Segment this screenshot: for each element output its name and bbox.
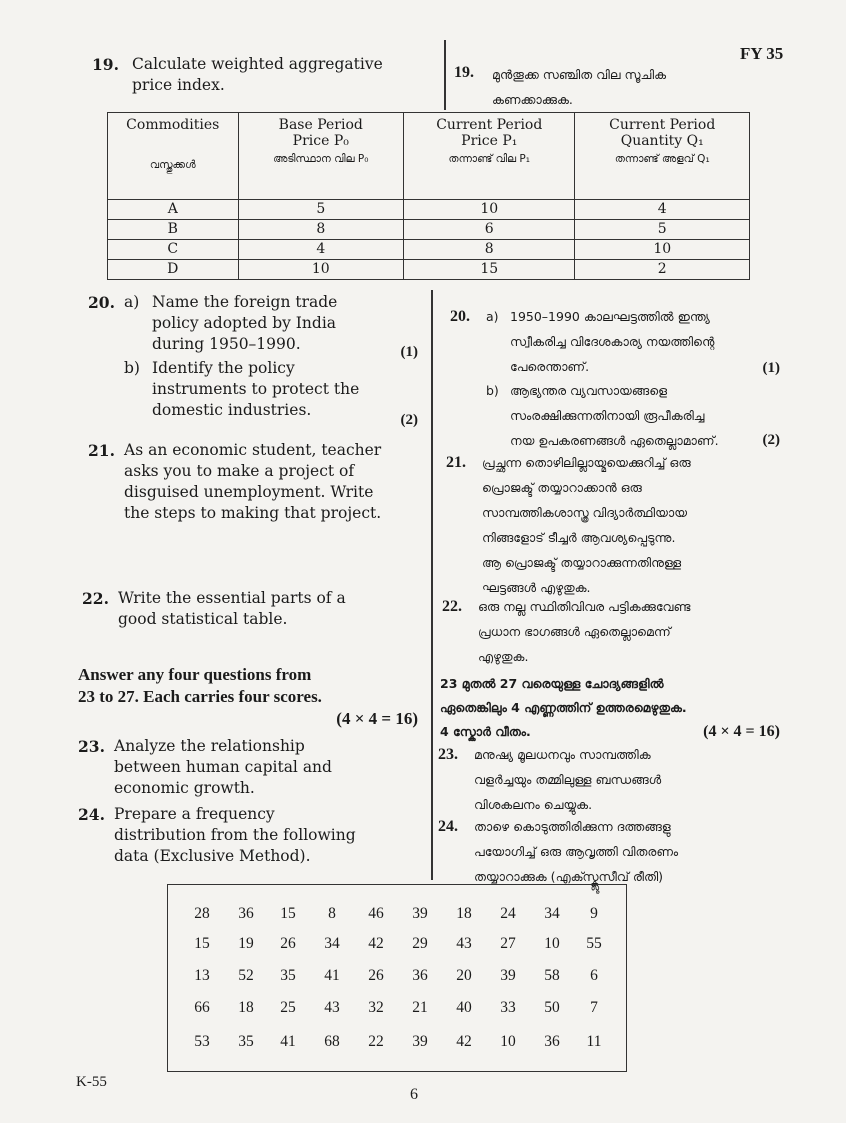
data-value: 15	[280, 905, 296, 922]
data-value: 10	[500, 1033, 516, 1050]
q20b-line: domestic industries.	[152, 401, 312, 419]
data-value: 50	[544, 999, 560, 1016]
q22-line: good statistical table.	[118, 610, 288, 628]
q23-ml-line: വിശകലനം ചെയ്യുക.	[474, 797, 593, 812]
q19-number: 19.	[92, 55, 119, 74]
frequency-data-box	[167, 884, 627, 1072]
q20-ml-number: 20.	[450, 308, 470, 325]
q24-ml-line: തയ്യാറാക്കുക (എക്സ്ക്ലൂസീവ് രീതി)	[474, 869, 664, 884]
table-cell: 2	[575, 260, 750, 280]
table-row	[108, 240, 750, 260]
q22-ml-line: ഒരു നല്ല സ്ഥിതിവിവര പട്ടികക്കുവേണ്ട	[478, 599, 691, 614]
q20b-line: instruments to protect the	[152, 380, 360, 398]
q21-ml-line: ഘട്ടങ്ങൾ എഴുതുക.	[482, 580, 591, 595]
table-row	[108, 220, 750, 240]
q24-ml-line: താഴെ കൊടുത്തിരിക്കുന്ന ദത്തങ്ങളു	[474, 819, 671, 834]
q20a-label: a)	[124, 293, 140, 311]
data-value: 26	[368, 967, 384, 984]
data-row	[168, 935, 626, 965]
data-value: 39	[412, 1033, 428, 1050]
data-value: 28	[194, 905, 210, 922]
data-value: 20	[456, 967, 472, 984]
section-ml-marks: (4 × 4 = 16)	[703, 723, 780, 740]
q21-line: disguised unemployment. Write	[124, 483, 374, 501]
data-value: 35	[280, 967, 296, 984]
data-value: 36	[544, 1033, 560, 1050]
q24-line: data (Exclusive Method).	[114, 847, 311, 865]
data-value: 39	[412, 905, 428, 922]
section-ml-line: ഏതെങ്കിലും 4 എണ്ണത്തിന് ഉത്തരമെഴുതുക.	[440, 700, 687, 715]
q20a-line: Name the foreign trade	[152, 293, 338, 311]
section-line: Answer any four questions from	[78, 665, 312, 684]
data-value: 42	[368, 935, 384, 952]
data-row	[168, 967, 626, 997]
q23-ml-line: വളർച്ചയും തമ്മിലുള്ള ബന്ധങ്ങൾ	[474, 772, 662, 787]
q21-line: the steps to making that project.	[124, 504, 382, 522]
table-row	[108, 200, 750, 220]
table-cell: D	[108, 260, 239, 280]
q20a-ml-line: 1950–1990 കാലഘട്ടത്തിൽ ഇന്ത്യ	[510, 309, 710, 324]
data-value: 15	[194, 935, 210, 952]
table-cell: 5	[575, 220, 750, 240]
data-value: 39	[500, 967, 516, 984]
column-divider-top	[444, 40, 446, 110]
data-value: 10	[544, 935, 560, 952]
footer-code: K-55	[76, 1074, 107, 1090]
q19-ml-line: കണക്കാക്കുക.	[492, 92, 573, 107]
q22-number: 22.	[82, 589, 109, 608]
q20b-ml-label: b)	[486, 383, 499, 398]
q20-english	[88, 292, 418, 432]
q20a-ml-marks: (1)	[762, 360, 780, 376]
data-value: 52	[238, 967, 254, 984]
q19-line: price index.	[132, 76, 225, 94]
data-value: 7	[590, 999, 598, 1016]
section-instructions-en	[78, 664, 418, 730]
section-ml-line: 4 സ്കോർ വീതം.	[440, 724, 531, 739]
table-cell: 4	[238, 240, 404, 260]
q21-line: As an economic student, teacher	[124, 441, 382, 459]
q24-ml-line: പയോഗിച്ച് ഒരു ആവൃത്തി വിതരണം	[474, 844, 679, 859]
q21-line: asks you to make a project of	[124, 462, 355, 480]
q20a-line: policy adopted by India	[152, 314, 337, 332]
q20b-marks: (2)	[400, 412, 418, 428]
header-base-price: Base Period Price P₀ അടിസ്ഥാന വില P₀	[238, 113, 404, 200]
q21-ml-line: സാമ്പത്തികശാസ്ത്ര വിദ്യാർത്ഥിയായ	[482, 505, 688, 520]
data-row	[168, 999, 626, 1029]
table-cell: 10	[575, 240, 750, 260]
q20-number: 20.	[88, 293, 115, 312]
table-cell: 5	[238, 200, 404, 220]
data-row	[168, 905, 626, 935]
q21-ml-line: പ്രച്ഛന്ന തൊഴിലില്ലായ്മയെക്കുറിച്ച് ഒരു	[482, 455, 691, 470]
q23-ml-number: 23.	[438, 746, 458, 763]
table-cell: 10	[404, 200, 575, 220]
data-value: 9	[590, 905, 598, 922]
data-value: 25	[280, 999, 296, 1016]
q19-line: Calculate weighted aggregative	[132, 55, 383, 73]
q24-ml-number: 24.	[438, 818, 458, 835]
data-value: 66	[194, 999, 210, 1016]
data-value: 11	[586, 1033, 602, 1050]
data-value: 36	[238, 905, 254, 922]
table-row	[108, 260, 750, 280]
price-table	[107, 112, 750, 280]
q20a-marks: (1)	[400, 344, 418, 360]
data-value: 58	[544, 967, 560, 984]
q20b-label: b)	[124, 359, 140, 377]
data-value: 19	[238, 935, 254, 952]
section-ml-line: 23 മുതൽ 27 വരെയുള്ള ചോദ്യങ്ങളിൽ	[440, 676, 664, 691]
data-value: 18	[456, 905, 472, 922]
table-cell: 8	[404, 240, 575, 260]
data-value: 43	[456, 935, 472, 952]
price-table-header-row	[108, 113, 750, 200]
data-value: 21	[412, 999, 428, 1016]
q20b-ml-marks: (2)	[762, 432, 780, 448]
data-value: 46	[368, 905, 384, 922]
section-line: 23 to 27. Each carries four scores.	[78, 687, 322, 706]
page-number: 6	[410, 1086, 418, 1103]
q23-line: economic growth.	[114, 779, 255, 797]
q23-ml-line: മനുഷ്യ മൂലധനവും സാമ്പത്തിക	[474, 747, 651, 762]
data-row	[168, 1033, 626, 1063]
data-value: 41	[324, 967, 340, 984]
q20a-ml-label: a)	[486, 309, 499, 324]
data-value: 36	[412, 967, 428, 984]
q21-ml-line: നിങ്ങളോട് ടീച്ചർ ആവശ്യപ്പെടുന്നു.	[482, 530, 676, 545]
header-current-price: Current Period Price P₁ തന്നാണ്ട് വില P₁	[404, 113, 575, 200]
table-cell: C	[108, 240, 239, 260]
table-cell: 10	[238, 260, 404, 280]
q22-ml-number: 22.	[442, 598, 462, 615]
q20b-ml-line: ആഭ്യന്തര വ്യവസായങ്ങളെ	[510, 383, 668, 398]
data-value: 22	[368, 1033, 384, 1050]
q24-line: Prepare a frequency	[114, 805, 275, 823]
q24-number: 24.	[78, 805, 105, 824]
q20a-ml-line: പേരെന്താണ്.	[510, 359, 590, 374]
data-value: 26	[280, 935, 296, 952]
q20a-line: during 1950–1990.	[152, 335, 301, 353]
data-value: 34	[544, 905, 560, 922]
q23-number: 23.	[78, 737, 105, 756]
table-cell: A	[108, 200, 239, 220]
q19-ml-number: 19.	[454, 64, 474, 81]
table-cell: 6	[404, 220, 575, 240]
table-cell: B	[108, 220, 239, 240]
q23-line: between human capital and	[114, 758, 332, 776]
data-value: 6	[590, 967, 598, 984]
q20a-ml-line: സ്വീകരിച്ച വിദേശകാര്യ നയത്തിന്റെ	[510, 334, 715, 349]
data-value: 41	[280, 1033, 296, 1050]
data-value: 33	[500, 999, 516, 1016]
header-current-quantity: Current Period Quantity Q₁ തന്നാണ്ട് അളവ് Q₁	[575, 113, 750, 200]
data-value: 32	[368, 999, 384, 1016]
paper-code: FY 35	[740, 44, 784, 63]
q20-malayalam	[450, 304, 780, 454]
q24-line: distribution from the following	[114, 826, 356, 844]
q21-ml-line: ആ പ്രൊജക്ട് തയ്യാറാക്കുന്നതിനുള്ള	[482, 555, 682, 570]
table-cell: 15	[404, 260, 575, 280]
data-value: 53	[194, 1033, 210, 1050]
table-cell: 8	[238, 220, 404, 240]
data-value: 13	[194, 967, 210, 984]
data-value: 24	[500, 905, 516, 922]
data-value: 43	[324, 999, 340, 1016]
q19-ml-line: മുൻതൂക്ക സഞ്ചിത വില സൂചിക	[492, 67, 666, 82]
section-instructions-ml	[440, 672, 780, 744]
q21-number: 21.	[88, 441, 115, 460]
data-value: 68	[324, 1033, 340, 1050]
column-divider-main	[431, 290, 433, 880]
q22-ml-line: എഴുതുക.	[478, 649, 529, 664]
data-value: 8	[328, 905, 336, 922]
data-value: 27	[500, 935, 516, 952]
data-value: 34	[324, 935, 340, 952]
data-value: 29	[412, 935, 428, 952]
q21-ml-line: പ്രൊജക്ട് തയ്യാറാക്കാൻ ഒരു	[482, 480, 642, 495]
table-cell: 4	[575, 200, 750, 220]
q23-line: Analyze the relationship	[114, 737, 305, 755]
q20b-ml-line: നയ ഉപകരണങ്ങൾ ഏതെല്ലാമാണ്.	[510, 433, 719, 448]
data-value: 18	[238, 999, 254, 1016]
data-value: 35	[238, 1033, 254, 1050]
q21-ml-number: 21.	[446, 454, 466, 471]
data-value: 55	[586, 935, 602, 952]
q22-ml-line: പ്രധാന ഭാഗങ്ങൾ ഏതെല്ലാമെന്ന്	[478, 624, 671, 639]
q22-line: Write the essential parts of a	[118, 589, 346, 607]
q20b-ml-line: സംരക്ഷിക്കുന്നതിനായി രൂപീകരിച്ച	[510, 408, 705, 423]
data-value: 42	[456, 1033, 472, 1050]
q20b-line: Identify the policy	[152, 359, 295, 377]
header-commodities: Commodities വസ്തുക്കൾ	[108, 113, 239, 200]
data-value: 40	[456, 999, 472, 1016]
section-marks: (4 × 4 = 16)	[336, 709, 418, 728]
